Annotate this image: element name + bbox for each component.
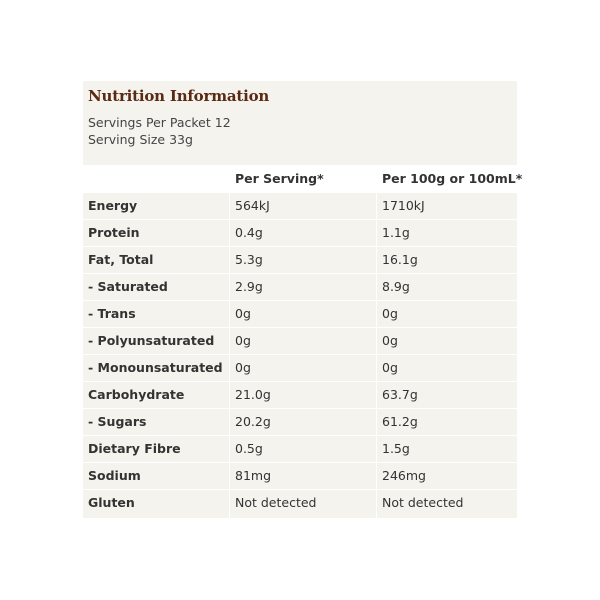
row-label: - Trans xyxy=(88,306,136,321)
row-per-100: 1710kJ xyxy=(382,198,425,213)
row-label: Energy xyxy=(88,198,138,213)
row-label: Fat, Total xyxy=(88,252,154,267)
nutrition-panel xyxy=(83,81,523,518)
serving-size: Serving Size 33g xyxy=(88,132,193,147)
table-row xyxy=(83,354,517,381)
row-per-100: 246mg xyxy=(382,468,426,483)
column-divider xyxy=(229,165,230,518)
row-per-100: 63.7g xyxy=(382,387,418,402)
row-per-100: 61.2g xyxy=(382,414,418,429)
row-label: - Saturated xyxy=(88,279,168,294)
row-per-serving: 0g xyxy=(235,333,251,348)
panel-title: Nutrition Information xyxy=(88,87,270,105)
row-label: Dietary Fibre xyxy=(88,441,181,456)
row-per-serving: 81mg xyxy=(235,468,272,483)
row-per-100: 8.9g xyxy=(382,279,410,294)
header-per-100: Per 100g or 100mL* xyxy=(382,171,523,186)
table-row xyxy=(83,408,517,435)
row-per-serving: 0g xyxy=(235,360,251,375)
row-per-100: 16.1g xyxy=(382,252,418,267)
row-label: - Monounsaturated xyxy=(88,360,223,375)
header-per-serving: Per Serving* xyxy=(235,171,324,186)
row-per-serving: 5.3g xyxy=(235,252,263,267)
row-per-100: 1.1g xyxy=(382,225,410,240)
table-row xyxy=(83,327,517,354)
table-row xyxy=(83,246,517,273)
column-divider xyxy=(376,165,377,518)
row-per-serving: 0.4g xyxy=(235,225,263,240)
row-per-100: 1.5g xyxy=(382,441,410,456)
table-row xyxy=(83,192,517,219)
row-per-serving: 21.0g xyxy=(235,387,271,402)
table-row xyxy=(83,381,517,408)
table-row xyxy=(83,489,517,516)
row-label: - Sugars xyxy=(88,414,147,429)
row-per-serving: 0.5g xyxy=(235,441,263,456)
table-header-row xyxy=(83,165,523,192)
row-per-serving: 20.2g xyxy=(235,414,271,429)
row-per-serving: Not detected xyxy=(235,495,317,510)
row-label: Protein xyxy=(88,225,140,240)
row-per-100: 0g xyxy=(382,306,398,321)
row-per-100: 0g xyxy=(382,333,398,348)
table-row xyxy=(83,300,517,327)
table-row xyxy=(83,435,517,462)
nutrition-table xyxy=(83,165,523,516)
row-label: Carbohydrate xyxy=(88,387,185,402)
table-row xyxy=(83,273,517,300)
row-label: Gluten xyxy=(88,495,135,510)
row-per-100: 0g xyxy=(382,360,398,375)
table-row xyxy=(83,462,517,489)
servings-per-packet: Servings Per Packet 12 xyxy=(88,115,231,130)
row-label: - Polyunsaturated xyxy=(88,333,215,348)
row-per-100: Not detected xyxy=(382,495,464,510)
table-row xyxy=(83,219,517,246)
row-per-serving: 0g xyxy=(235,306,251,321)
row-label: Sodium xyxy=(88,468,141,483)
row-per-serving: 564kJ xyxy=(235,198,270,213)
row-per-serving: 2.9g xyxy=(235,279,263,294)
